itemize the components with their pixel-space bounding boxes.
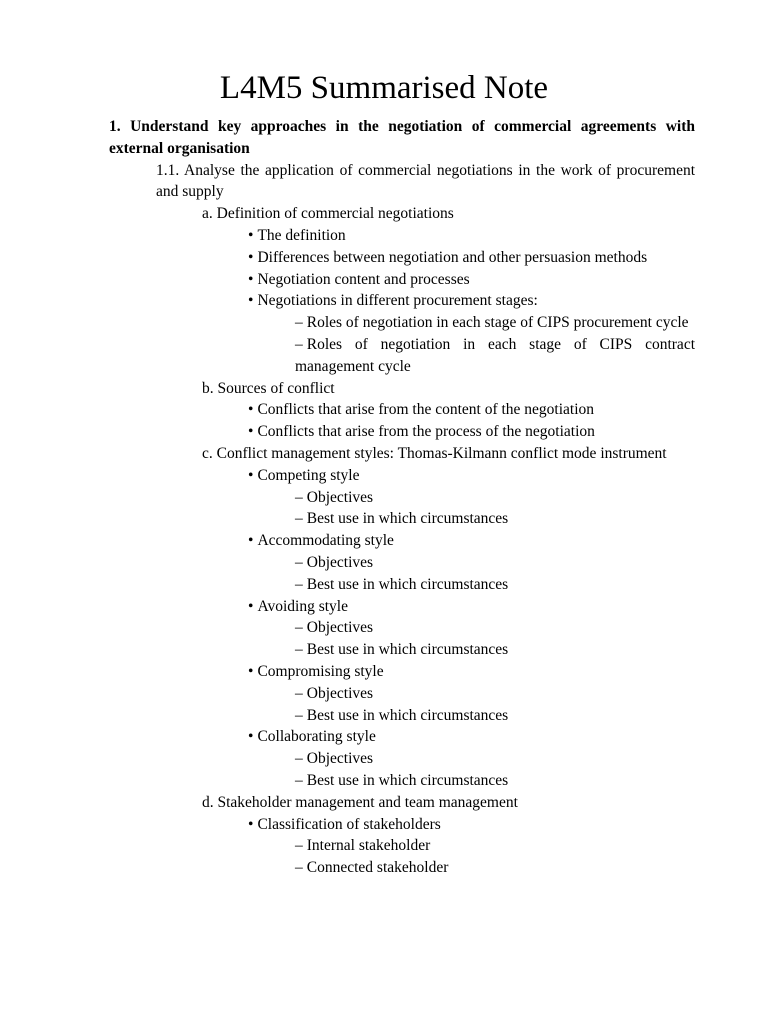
line-text: Internal stakeholder — [306, 837, 431, 855]
dash-item — [295, 487, 695, 509]
dash-item — [295, 857, 695, 879]
bullet-item — [248, 290, 695, 312]
bullet-icon: • — [248, 597, 254, 615]
page-title: L4M5 Summarised Note — [219, 70, 549, 106]
line-text: Conflicts that arise from the content of the negotiation — [257, 401, 595, 419]
line-text: d. Stakeholder management and team management — [202, 793, 518, 811]
line-text: Avoiding style — [257, 597, 348, 615]
dash-item — [295, 617, 695, 639]
topic-heading — [202, 443, 695, 465]
line-text: b. Sources of conflict — [202, 379, 335, 397]
line-text: Objectives — [306, 488, 374, 506]
dash-item — [295, 705, 695, 727]
bullet-item — [248, 596, 695, 618]
line-text: Negotiations in different procurement stages: — [257, 292, 538, 310]
bullet-item — [248, 726, 695, 748]
outline-content — [0, 116, 768, 879]
topic-heading — [202, 378, 695, 400]
dash-icon: – — [295, 335, 303, 353]
bullet-item — [248, 421, 695, 443]
line-text: Objectives — [306, 553, 374, 571]
dash-icon: – — [295, 619, 303, 637]
bullet-icon: • — [248, 728, 254, 746]
topic-heading — [202, 203, 695, 225]
dash-icon: – — [295, 641, 303, 659]
dash-icon: – — [295, 575, 303, 593]
dash-item — [295, 508, 695, 530]
dash-item — [295, 334, 695, 378]
dash-icon: – — [295, 771, 303, 789]
line-text: Best use in which circumstances — [306, 575, 509, 593]
bullet-item — [248, 814, 695, 836]
bullet-icon: • — [248, 532, 254, 550]
line-text: 1.1. Analyse the application of commercial negotiations in the work of procurement and supply — [156, 161, 695, 201]
bullet-icon: • — [248, 292, 254, 310]
bullet-item — [248, 247, 695, 269]
line-text: Compromising style — [257, 662, 384, 680]
bullet-icon: • — [248, 662, 254, 680]
dash-item — [295, 552, 695, 574]
dash-item — [295, 574, 695, 596]
line-text: a. Definition of commercial negotiations — [202, 205, 454, 223]
bullet-icon: • — [248, 815, 254, 833]
line-text: Conflicts that arise from the process of the negotiation — [257, 423, 595, 441]
dash-item — [295, 770, 695, 792]
subsection-heading — [156, 160, 695, 204]
line-text: Classification of stakeholders — [257, 815, 441, 833]
bullet-item — [248, 269, 695, 291]
dash-item — [295, 639, 695, 661]
dash-icon: – — [295, 684, 303, 702]
section-heading — [109, 116, 695, 160]
dash-icon: – — [295, 488, 303, 506]
line-text: Objectives — [306, 619, 374, 637]
dash-icon: – — [295, 510, 303, 528]
bullet-item — [248, 399, 695, 421]
line-text: Objectives — [306, 750, 374, 768]
bullet-item — [248, 465, 695, 487]
dash-item — [295, 312, 695, 334]
line-text: Differences between negotiation and other persuasion methods — [257, 248, 648, 266]
line-text: Negotiation content and processes — [257, 270, 470, 288]
dash-item — [295, 748, 695, 770]
dash-item — [295, 835, 695, 857]
dash-icon: – — [295, 706, 303, 724]
bullet-icon: • — [248, 248, 254, 266]
line-text: Connected stakeholder — [306, 859, 449, 877]
bullet-icon: • — [248, 270, 254, 288]
topic-heading — [202, 792, 695, 814]
line-text: Objectives — [306, 684, 374, 702]
bullet-icon: • — [248, 401, 254, 419]
line-text: 1. Understand key approaches in the negotiation of commercial agreements with external organisation — [109, 118, 695, 157]
line-text: Accommodating style — [257, 532, 394, 550]
line-text: Competing style — [257, 466, 360, 484]
bullet-item — [248, 225, 695, 247]
dash-icon: – — [295, 750, 303, 768]
dash-icon: – — [295, 837, 303, 855]
dash-icon: – — [295, 314, 303, 332]
line-text: Roles of negotiation in each stage of CIPS procurement cycle — [306, 314, 689, 332]
dash-icon: – — [295, 859, 303, 877]
bullet-item — [248, 530, 695, 552]
dash-icon: – — [295, 553, 303, 571]
line-text: Best use in which circumstances — [306, 706, 509, 724]
line-text: Collaborating style — [257, 728, 376, 746]
line-text: Roles of negotiation in each stage of CIPS contract management cycle — [295, 335, 695, 375]
dash-item — [295, 683, 695, 705]
bullet-icon: • — [248, 466, 254, 484]
line-text: c. Conflict management styles: Thomas-Kilmann conflict mode instrument — [202, 444, 667, 462]
line-text: Best use in which circumstances — [306, 510, 509, 528]
line-text: The definition — [257, 226, 346, 244]
line-text: Best use in which circumstances — [306, 771, 509, 789]
line-text: Best use in which circumstances — [306, 641, 509, 659]
bullet-icon: • — [248, 423, 254, 441]
bullet-item — [248, 661, 695, 683]
bullet-icon: • — [248, 226, 254, 244]
